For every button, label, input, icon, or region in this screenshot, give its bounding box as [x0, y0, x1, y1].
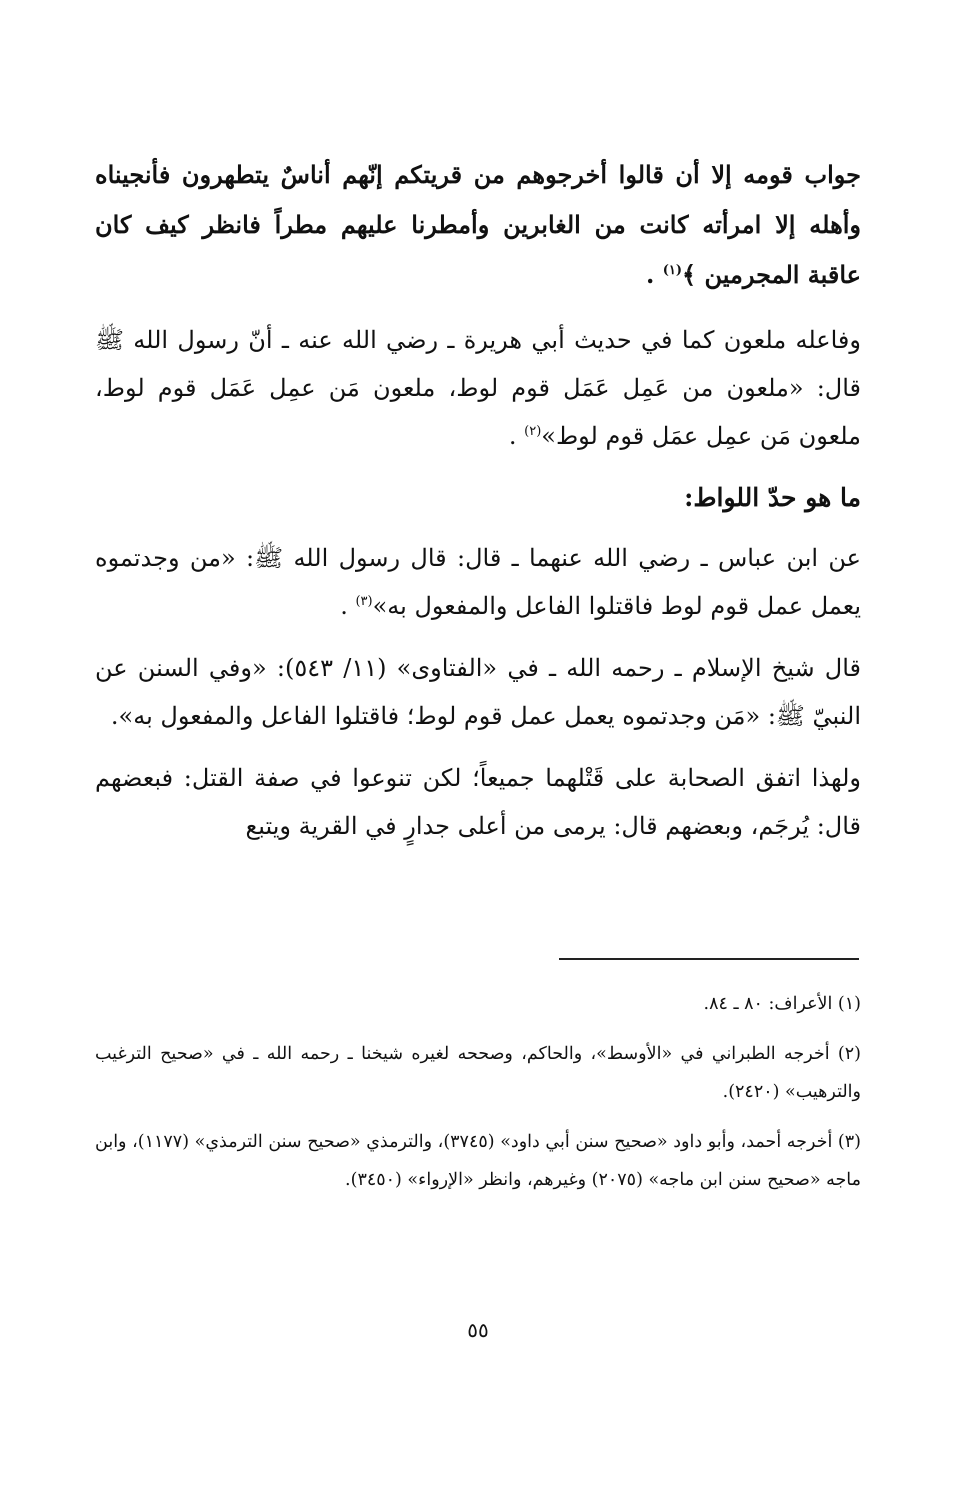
ibn-abbas-end: .	[340, 592, 348, 620]
footnote-marker-1[interactable]: (١)	[662, 263, 683, 278]
footnote-1: (١) الأعراف: ٨٠ ـ ٨٤.	[703, 994, 861, 1014]
main-text	[95, 150, 861, 864]
section-heading: ما هو حدّ اللواط:	[684, 483, 861, 512]
page-number: ٥٥	[467, 1318, 489, 1342]
footnotes	[95, 985, 861, 1211]
hadith-1-text: وفاعله ملعون كما في حديث أبي هريرة ـ رضي الله عنه ـ أنّ رسول الله ﷺ قال: «ملعون من عَمِل عَمَل قوم لوط، ملعون مَن عمِل عَمَل قوم لوط، ملعون مَن عمِل عمَل قوم لوط»	[95, 326, 861, 450]
companions-paragraph: ولهذا اتفق الصحابة على قَتْلهما جميعاً؛ لكن تنوعوا في صفة القتل: فبعضهم قال: يُرجَم، وبعضهم قال: يرمى من أعلى جدارٍ في القرية ويتبع	[95, 764, 861, 840]
hadith-paragraph-1	[95, 316, 861, 460]
hadith-1-end: .	[508, 422, 517, 450]
footnote-marker-3[interactable]: (٣)	[355, 594, 373, 609]
footnote-marker-2[interactable]: (٢)	[524, 424, 542, 439]
ibn-abbas-text: عن ابن عباس ـ رضي الله عنهما ـ قال: قال رسول الله ﷺ: «من وجدتموه يعمل عمل قوم لوط فاقتلوا الفاعل والمفعول به»	[95, 544, 861, 620]
ibn-abbas-paragraph	[95, 534, 861, 630]
quran-passage-text: جواب قومه إلا أن قالوا أخرجوهم من قريتكم إنّهم أناسٌ يتطهرون فأنجيناه وأهله إلا امرأته كانت من الغابرين وأمطرنا عليهم مطراً فانظر كيف كان عاقبة المجرمين ﴾	[95, 160, 861, 289]
footnote-3: (٣) أخرجه أحمد، وأبو داود «صحيح سنن أبي داود» (٣٧٤٥)، والترمذي «صحيح سنن الترمذي» (١١٧٧)، وابن ماجه «صحيح سنن ابن ماجه» (٢٠٧٥) وغيرهم، وانظر «الإرواء» (٣٤٥٠).	[95, 1132, 861, 1190]
quran-end: .	[646, 260, 655, 289]
footnote-divider	[559, 958, 859, 960]
footnote-2: (٢) أخرجه الطبراني في «الأوسط»، والحاكم، وصححه لغيره شيخنا ـ رحمه الله ـ في «صحيح الترغيب والترهيب» (٢٤٢٠).	[95, 1044, 861, 1102]
shaykh-paragraph: قال شيخ الإسلام ـ رحمه الله ـ في «الفتاوى» (١١/ ٥٤٣): «وفي السنن عن النبيّ ﷺ: «مَن وجدتموه يعمل عمل قوم لوط؛ فاقتلوا الفاعل والمفعول به».	[95, 654, 862, 730]
quran-passage	[95, 150, 861, 300]
